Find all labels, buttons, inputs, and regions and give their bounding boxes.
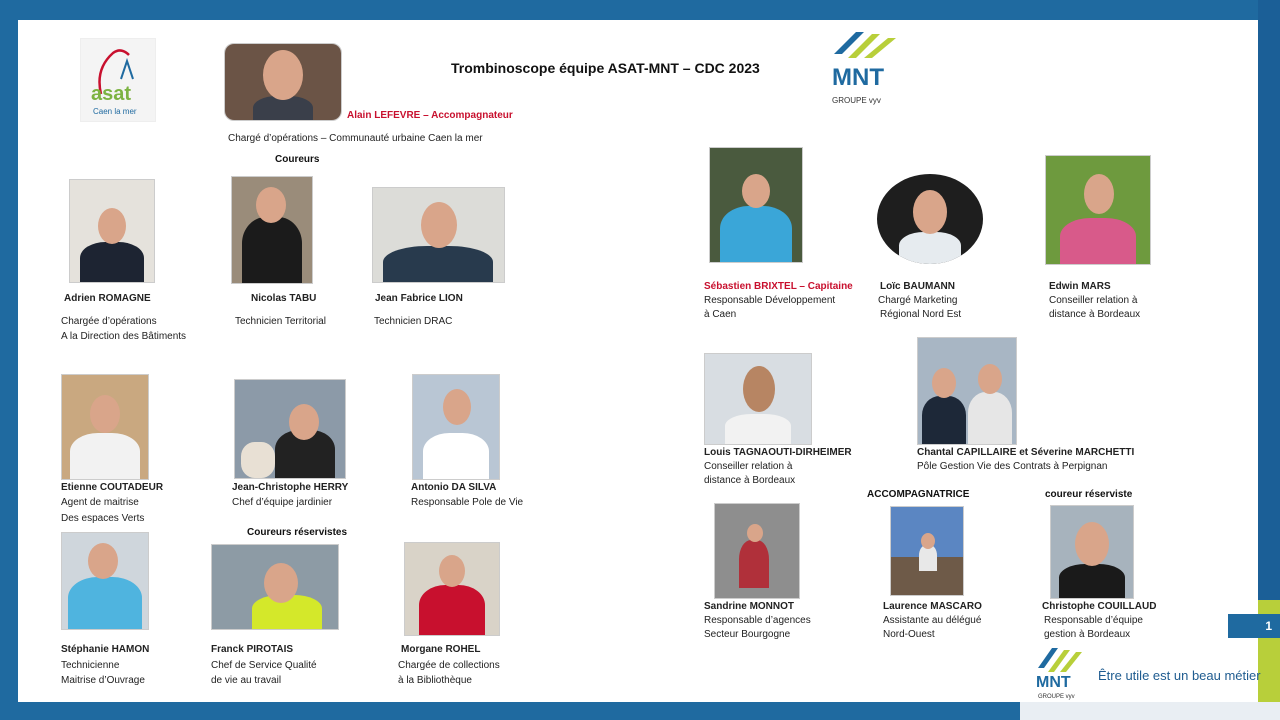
role-laurence-mascaro-1: Assistante au délégué [883,615,982,626]
page-title: Trombinoscope équipe ASAT-MNT – CDC 2023 [451,60,760,76]
section-coureurs: Coureurs [275,154,320,165]
leader-role: Chargé d’opérations – Communauté urbaine Caen la mer [228,133,483,144]
frame-bottom-right [1020,702,1280,720]
photo-stephanie-hamon [61,532,149,630]
section-accompagnatrice: ACCOMPAGNATRICE [867,489,970,500]
role-edwin-mars-2: distance à Bordeaux [1049,309,1141,320]
role-christophe-couillaud-2: gestion à Bordeaux [1044,629,1131,640]
role-stephanie-hamon-2: Maitrise d’Ouvrage [61,675,145,686]
photo-edwin-mars [1045,155,1151,265]
name-franck-pirotais: Franck PIROTAIS [211,644,294,655]
role-louis-tagnaouti-dirheimer-2: distance à Bordeaux [704,475,796,486]
role-sandrine-monnot-1: Responsable d’agences [704,615,811,626]
photo-loic-baumann [877,174,983,264]
role-franck-pirotais-1: Chef de Service Qualité [211,660,317,671]
role-sebastien-brixtel-1: Responsable Développement [704,295,836,306]
mnt-logo-text: MNT [832,64,884,91]
role-sandrine-monnot-2: Secteur Bourgogne [704,629,791,640]
photo-christophe-couillaud [1050,505,1134,599]
role-morgane-rohel-2: à la Bibliothèque [398,675,472,686]
photo-adrien-romagne [69,179,155,283]
name-louis-tagnaouti-dirheimer: Louis TAGNAOUTI-DIRHEIMER [704,447,852,458]
name-chantal-capillaire-severine-marchetti: Chantal CAPILLAIRE et Séverine MARCHETTI [917,447,1135,458]
role-stephanie-hamon-1: Technicienne [61,660,120,671]
photo-alain-lefevre [224,43,342,121]
role-chantal-capillaire-severine-marchetti: Pôle Gestion Vie des Contrats à Perpignan [917,461,1108,472]
role-nicolas-tabu: Technicien Territorial [235,316,326,327]
name-adrien-romagne: Adrien ROMAGNE [64,293,151,304]
role-loic-baumann-1: Chargé Marketing [878,295,958,306]
role-franck-pirotais-2: de vie au travail [211,675,282,686]
name-sebastien-brixtel: Sébastien BRIXTEL – Capitaine [704,281,853,292]
photo-jean-fabrice-lion [372,187,505,283]
role-adrien-romagne-1: Chargée d’opérations [61,316,157,327]
section-coureurs-reservistes: Coureurs réservistes [247,527,348,538]
footer-vyv-text: GROUPE vyv [1038,694,1075,700]
photo-etienne-coutadeur [61,374,149,480]
photo-jean-christophe-herry [234,379,346,479]
mnt-logo-subtext: GROUPE vyv [832,96,881,105]
asat-logo-subtext: Caen la mer [93,107,137,116]
asat-logo [80,38,156,122]
name-jean-fabrice-lion: Jean Fabrice LION [375,293,463,304]
photo-louis-tagnaouti-dirheimer [704,353,812,445]
footer-mnt-text: MNT [1036,674,1071,691]
role-jean-christophe-herry: Chef d’équipe jardinier [232,497,333,508]
page-number: 1 [1228,614,1280,638]
photo-antonio-da-silva [412,374,500,480]
photo-nicolas-tabu [231,176,313,284]
role-sebastien-brixtel-2: à Caen [704,309,737,320]
mnt-logo [818,24,908,116]
role-edwin-mars-1: Conseiller relation à [1049,295,1138,306]
role-morgane-rohel-1: Chargée de collections [398,660,500,671]
frame-left [0,0,18,720]
photo-sebastien-brixtel [709,147,803,263]
role-jean-fabrice-lion: Technicien DRAC [374,316,453,327]
role-louis-tagnaouti-dirheimer-1: Conseiller relation à [704,461,793,472]
name-morgane-rohel: Morgane ROHEL [401,644,481,655]
name-jean-christophe-herry: Jean-Christophe HERRY [232,482,349,493]
footer-mnt-logo [1028,642,1088,702]
photo-laurence-mascaro [890,506,964,596]
role-adrien-romagne-2: A la Direction des Bâtiments [61,331,187,342]
name-sandrine-monnot: Sandrine MONNOT [704,601,795,612]
name-etienne-coutadeur: Etienne COUTADEUR [61,482,164,493]
name-nicolas-tabu: Nicolas TABU [251,293,317,304]
frame-right-blue [1258,0,1280,600]
photo-franck-pirotais [211,544,339,630]
name-loic-baumann: Loïc BAUMANN [880,281,955,292]
role-etienne-coutadeur-1: Agent de maitrise [61,497,139,508]
leader-name: Alain LEFEVRE – Accompagnateur [347,110,513,121]
footer-slogan: Être utile est un beau métier [1098,668,1261,683]
section-coureur-reserviste: coureur réserviste [1045,489,1133,500]
slide [18,20,1258,702]
frame-top [0,0,1280,20]
name-edwin-mars: Edwin MARS [1049,281,1111,292]
frame-bottom [0,702,1020,720]
name-laurence-mascaro: Laurence MASCARO [883,601,982,612]
photo-morgane-rohel [404,542,500,636]
role-etienne-coutadeur-2: Des espaces Verts [61,513,145,524]
asat-logo-text: asat [91,83,132,105]
role-antonio-da-silva: Responsable Pole de Vie [411,497,524,508]
role-laurence-mascaro-2: Nord-Ouest [883,629,935,640]
footer-mnt-logo-icon [1028,642,1088,678]
name-stephanie-hamon: Stéphanie HAMON [61,644,150,655]
role-loic-baumann-2: Régional Nord Est [880,309,962,320]
name-christophe-couillaud: Christophe COUILLAUD [1042,601,1157,612]
role-christophe-couillaud-1: Responsable d’équipe [1044,615,1143,626]
photo-chantal-capillaire-severine-marchetti [917,337,1017,445]
photo-sandrine-monnot [714,503,800,599]
name-antonio-da-silva: Antonio DA SILVA [411,482,497,493]
